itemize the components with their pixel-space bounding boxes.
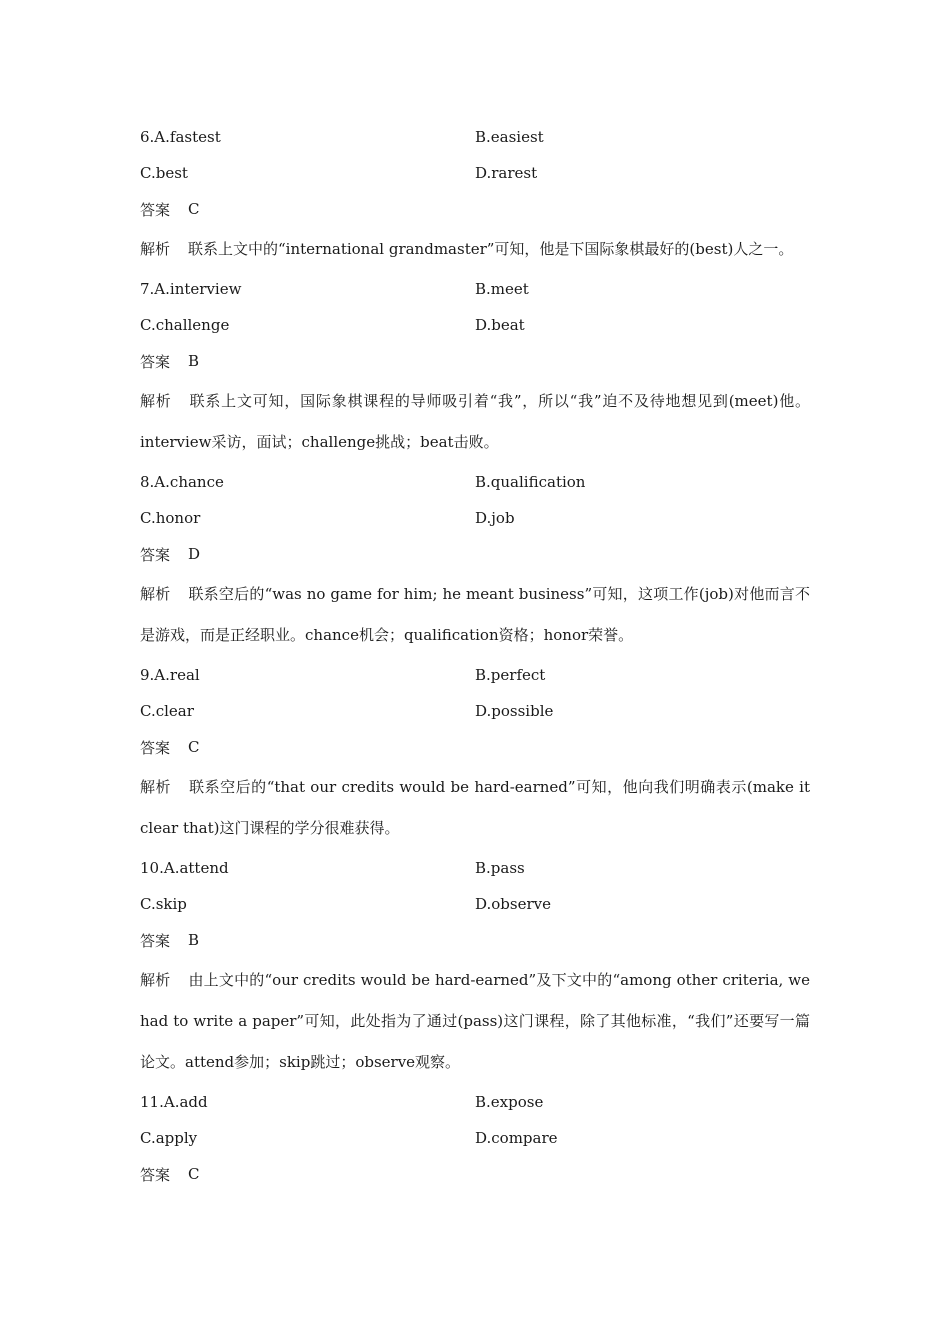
explanation-label: 解析	[140, 778, 172, 796]
answer-label: 答案	[140, 1165, 171, 1184]
option-a: 8.A.chance	[140, 473, 224, 491]
option-a: 6.A.fastest	[140, 128, 221, 146]
option-row	[140, 307, 810, 343]
option-a: 9.A.real	[140, 666, 200, 684]
option-c: C.skip	[140, 895, 187, 913]
explanation	[140, 229, 810, 270]
option-d: D.possible	[475, 702, 554, 720]
option-d: D.compare	[475, 1129, 558, 1147]
explanation-text: 联系空后的“that our credits would be hard-earned”可知，他向我们明确表示(make it clear that)这门课程的学分很难获得。	[140, 778, 810, 837]
explanation-label: 解析	[140, 240, 171, 258]
answer-line	[140, 729, 810, 765]
option-row	[140, 850, 810, 886]
answer-line	[140, 922, 810, 958]
answer-label: 答案	[140, 200, 171, 219]
explanation-text: 联系空后的“was no game for him; he meant business”可知，这项工作(job)对他而言不是游戏，而是正经职业。chance机会；qualification资格；honor荣誉。	[140, 585, 810, 644]
option-b: B.expose	[475, 1093, 544, 1111]
question-list	[140, 119, 810, 1192]
option-b: B.perfect	[475, 666, 546, 684]
explanation-text: 联系上文中的“international grandmaster”可知，他是下国际象棋最好的(best)人之一。	[188, 240, 794, 258]
answer-value: D	[188, 545, 201, 563]
answer-label: 答案	[140, 352, 171, 371]
explanation-label: 解析	[140, 585, 171, 603]
option-row	[140, 886, 810, 922]
option-row	[140, 1120, 810, 1156]
explanation-text: 由上文中的“our credits would be hard-earned”及下文中的“among other criteria, we had to write a paper”可知，此处指为了通过(pass)这门课程，除了其他标准，“我们”还要写一篇论文。attend参加；skip跳过；observe观察。	[140, 971, 810, 1071]
option-row	[140, 155, 810, 191]
option-row	[140, 464, 810, 500]
option-b: B.meet	[475, 280, 529, 298]
explanation	[140, 767, 810, 849]
explanation-label: 解析	[140, 971, 171, 989]
explanation-text: 联系上文可知，国际象棋课程的导师吸引着“我”，所以“我”迫不及待地想见到(meet)他。interview采访，面试；challenge挑战；beat击败。	[140, 392, 810, 451]
option-c: C.apply	[140, 1129, 198, 1147]
answer-label: 答案	[140, 545, 171, 564]
question-block	[140, 271, 810, 463]
answer-value: B	[188, 352, 200, 370]
option-c: C.honor	[140, 509, 201, 527]
answer-value: C	[188, 200, 200, 218]
explanation-label: 解析	[140, 392, 172, 410]
answer-line	[140, 1156, 810, 1192]
answer-label: 答案	[140, 738, 171, 757]
question-block	[140, 1084, 810, 1192]
option-row	[140, 657, 810, 693]
option-b: B.pass	[475, 859, 525, 877]
answer-line	[140, 191, 810, 227]
option-a: 11.A.add	[140, 1093, 208, 1111]
question-block	[140, 657, 810, 849]
answer-line	[140, 536, 810, 572]
option-b: B.qualification	[475, 473, 586, 491]
option-c: C.challenge	[140, 316, 230, 334]
option-d: D.beat	[475, 316, 525, 334]
option-row	[140, 119, 810, 155]
option-d: D.observe	[475, 895, 551, 913]
option-row	[140, 271, 810, 307]
option-d: D.rarest	[475, 164, 538, 182]
option-row	[140, 693, 810, 729]
option-row	[140, 500, 810, 536]
answer-value: B	[188, 931, 200, 949]
option-a: 7.A.interview	[140, 280, 242, 298]
answer-label: 答案	[140, 931, 171, 950]
option-c: C.clear	[140, 702, 194, 720]
explanation	[140, 574, 810, 656]
option-c: C.best	[140, 164, 188, 182]
option-row	[140, 1084, 810, 1120]
answer-value: C	[188, 1165, 200, 1183]
explanation	[140, 381, 810, 463]
answer-value: C	[188, 738, 200, 756]
option-b: B.easiest	[475, 128, 544, 146]
question-block	[140, 464, 810, 656]
answer-line	[140, 343, 810, 379]
option-a: 10.A.attend	[140, 859, 229, 877]
question-block	[140, 850, 810, 1083]
explanation	[140, 960, 810, 1083]
question-block	[140, 119, 810, 270]
option-d: D.job	[475, 509, 515, 527]
